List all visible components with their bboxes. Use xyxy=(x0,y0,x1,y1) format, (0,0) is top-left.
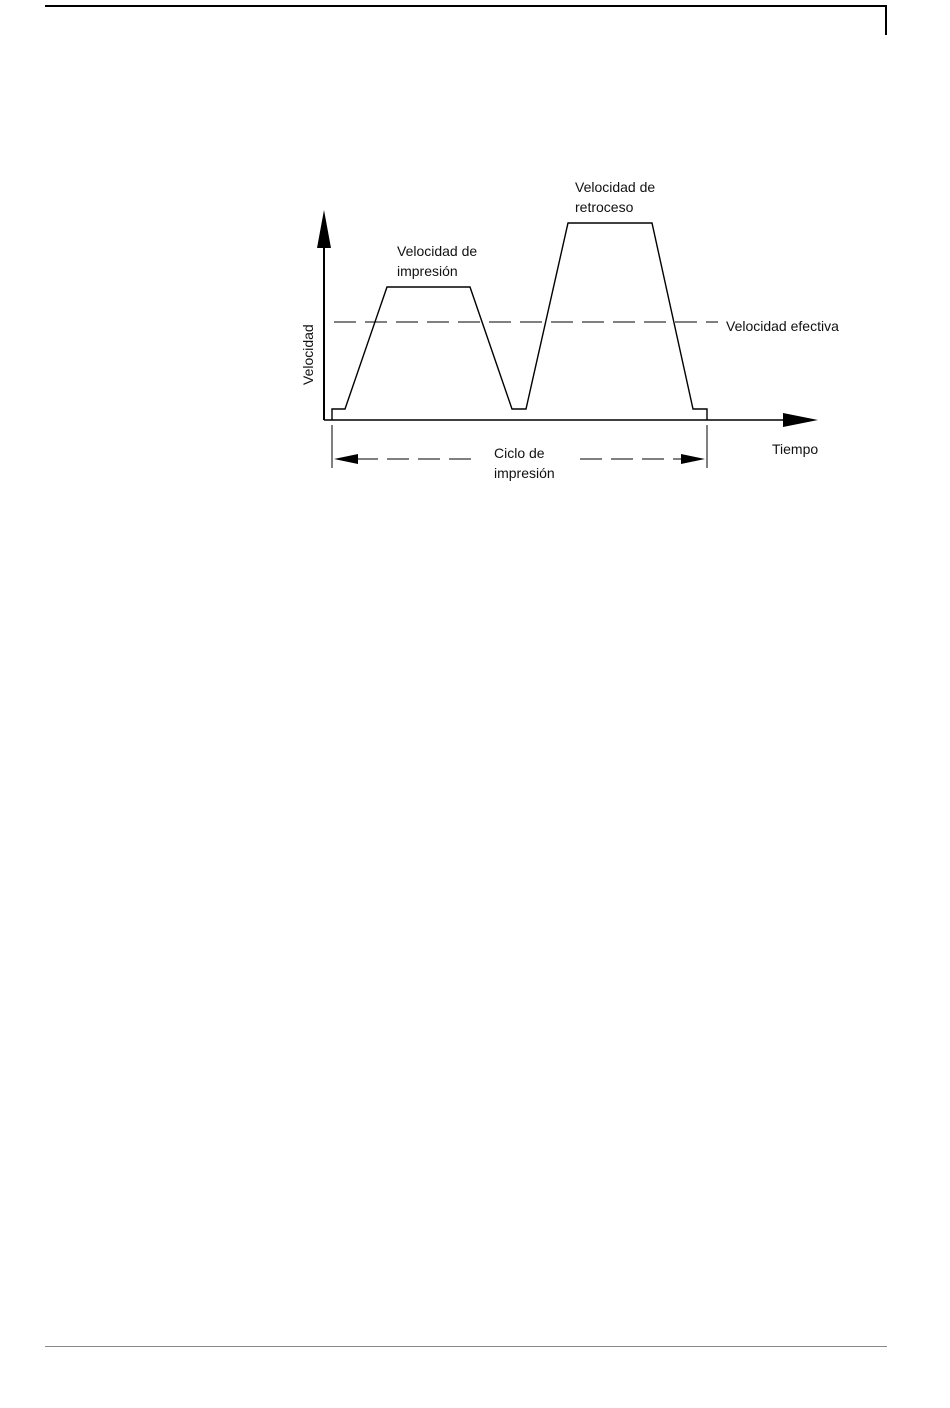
cycle-label-line-1: Ciclo de xyxy=(494,445,545,461)
print-speed-label-line-2: impresión xyxy=(397,263,458,279)
print-speed-label-line-1: Velocidad de xyxy=(397,243,478,259)
cycle-left-arrowhead xyxy=(334,454,358,464)
effective-speed-label: Velocidad efectiva xyxy=(726,318,839,334)
return-speed-label-line-2: retroceso xyxy=(575,199,634,215)
x-axis-arrowhead xyxy=(783,413,818,427)
cycle-right-arrowhead xyxy=(681,454,705,464)
y-axis-arrowhead xyxy=(317,210,331,248)
y-axis-label: Velocidad xyxy=(300,324,316,385)
footer-rule xyxy=(45,1346,887,1347)
return-speed-label-line-1: Velocidad de xyxy=(575,179,656,195)
x-axis-label: Tiempo xyxy=(772,441,819,457)
cycle-label-line-2: impresión xyxy=(494,465,555,481)
